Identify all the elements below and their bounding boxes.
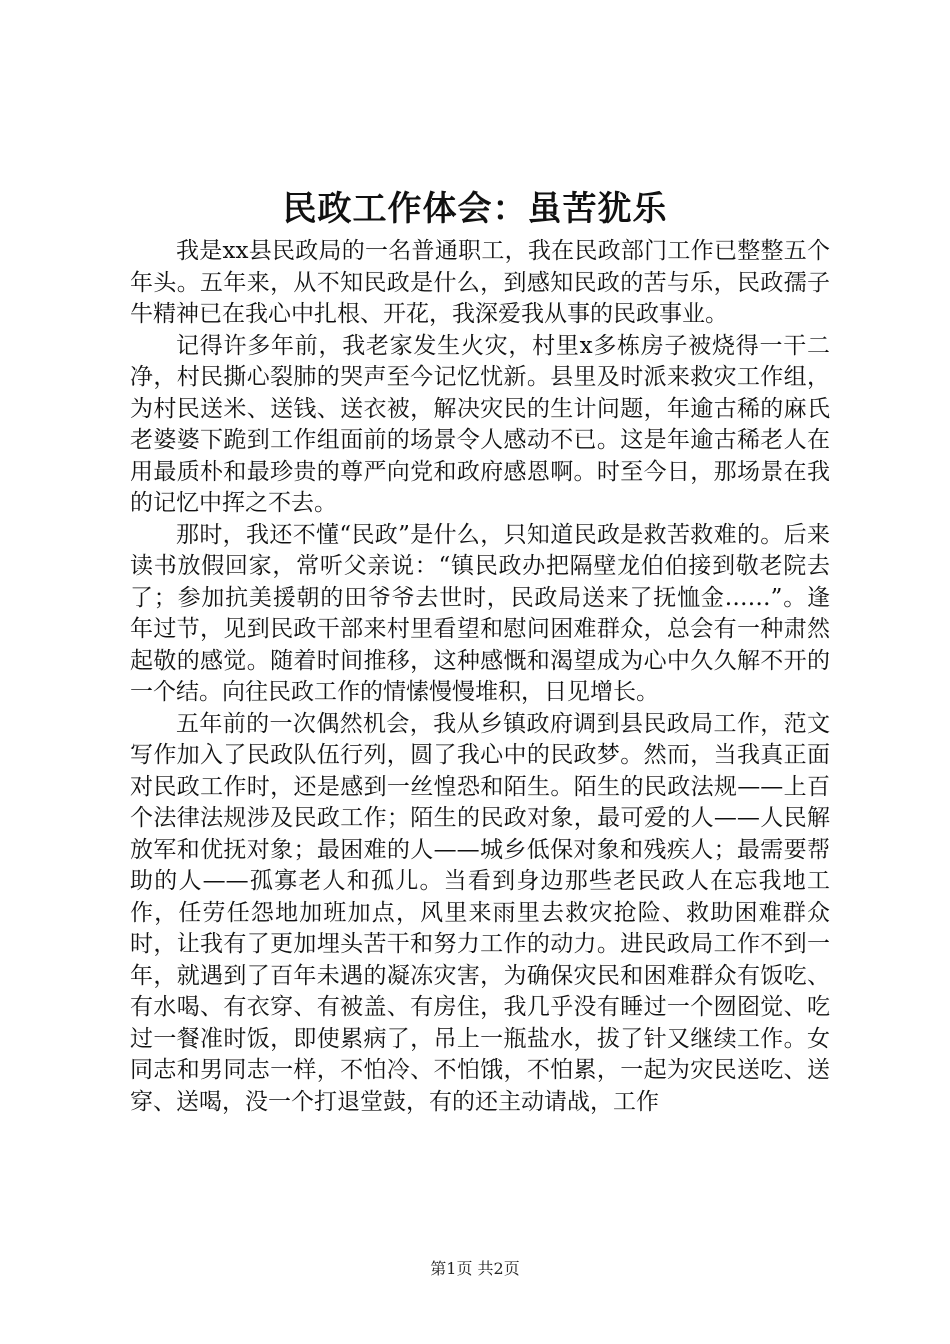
paragraph-3: 那时，我还不懂“民政”是什么，只知道民政是救苦救难的。后来读书放假回家，常听父亲说：“镇民政办把隔壁龙伯伯接到敬老院去了；参加抗美援朝的田爷爷去世时，民政局送来了抚恤金……”。逢年过节，见到民政干部来村里看望和慰问困难群众，总会有一种肃然起敬的感觉。随着时间推移，这种感慨和渴望成为心中久久解不开的一个结。向往民政工作的情愫慢慢堆积，日见增长。 <box>130 521 830 705</box>
paragraph-1: 我是xx县民政局的一名普通职工，我在民政部门工作已整整五个年头。五年来，从不知民政是什么，到感知民政的苦与乐，民政孺子牛精神已在我心中扎根、开花，我深爱我从事的民政事业。 <box>130 238 830 327</box>
paragraph-4: 五年前的一次偶然机会，我从乡镇政府调到县民政局工作，范文写作加入了民政队伍行列，圆了我心中的民政梦。然而，当我真正面对民政工作时，还是感到一丝惶恐和陌生。陌生的民政法规——上百个法律法规涉及民政工作；陌生的民政对象，最可爱的人——人民解放军和优抚对象；最困难的人——城乡低保对象和残疾人；最需要帮助的人——孤寡老人和孤儿。当看到身边那些老民政人在忘我地工作，任劳任怨地加班加点，风里来雨里去救灾抢险、救助困难群众时，让我有了更加埋头苦干和努力工作的动力。进民政局工作不到一年，就遇到了百年未遇的凝冻灾害，为确保灾民和困难群众有饭吃、有水喝、有衣穿、有被盖、有房住，我几乎没有睡过一个囫囵觉、吃过一餐准时饭，即使累病了，吊上一瓶盐水，拔了针又继续工作。女同志和男同志一样，不怕冷、不怕饿，不怕累，一起为灾民送吃、送穿、送喝，没一个打退堂鼓，有的还主动请战，工作 <box>130 710 830 1115</box>
page-number-footer: 第1页 共2页 <box>430 1259 520 1278</box>
paragraph-2: 记得许多年前，我老家发生火灾，村里x多栋房子被烧得一干二净，村民撕心裂肺的哭声至今记忆忧新。县里及时派来救灾工作组，为村民送米、送钱、送衣被，解决灾民的生计问题，年逾古稀的麻氏老婆婆下跪到工作组面前的场景令人感动不已。这是年逾古稀老人在用最质朴和最珍贵的尊严向党和政府感恩啊。时至今日，那场景在我的记忆中挥之不去。 <box>130 332 830 516</box>
document-body <box>130 236 830 1118</box>
document-title: 民政工作体会：虽苦犹乐 <box>282 189 668 229</box>
